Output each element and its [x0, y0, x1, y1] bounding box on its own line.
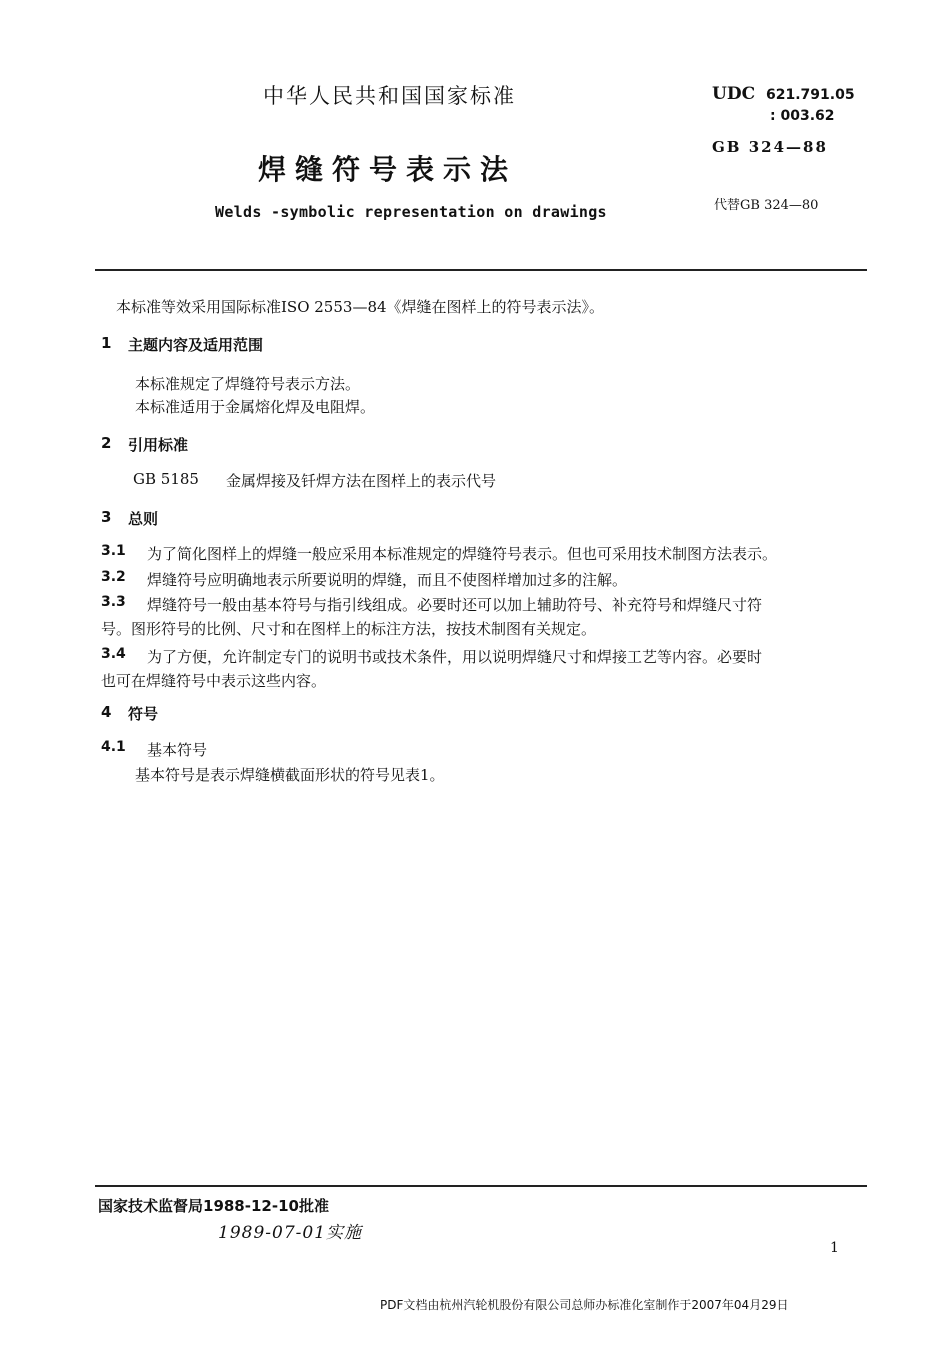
document-title-en: Welds -symbolic representation on drawings — [215, 203, 607, 221]
section-2-number: 2 — [101, 434, 112, 452]
footer-divider — [95, 1185, 867, 1187]
clause-3-4-line-1: 为了方便，允许制定专门的说明书或技术条件，用以说明焊缝尺寸和焊接工艺等内容。必要时 — [147, 648, 763, 666]
clause-3-1-number: 3.1 — [101, 543, 126, 559]
section-4-number: 4 — [101, 703, 112, 721]
standard-organization: 中华人民共和国国家标准 — [263, 84, 516, 108]
gb-standard-number: GB 324—88 — [712, 138, 828, 156]
approval-date: 国家技术监督局1988-12-10批准 — [98, 1197, 329, 1215]
clause-3-4-line-2: 也可在焊缝符号中表示这些内容。 — [101, 672, 327, 690]
section-3-title: 总则 — [128, 510, 159, 528]
clause-3-3-number: 3.3 — [101, 594, 126, 610]
udc-code-secondary: : 003.62 — [770, 108, 835, 124]
section-1-paragraph-1: 本标准规定了焊缝符号表示方法。 — [135, 375, 361, 393]
clause-3-3-line-1: 焊缝符号一般由基本符号与指引线组成。必要时还可以加上辅助符号、补充符号和焊缝尺寸符 — [147, 596, 763, 614]
pdf-production-note: PDF文档由杭州汽轮机股份有限公司总师办标准化室制作于2007年04月29日 — [380, 1298, 789, 1312]
section-4-title: 符号 — [128, 705, 159, 723]
section-1-number: 1 — [101, 334, 112, 352]
section-3-number: 3 — [101, 508, 112, 526]
clause-4-1-title: 基本符号 — [147, 741, 208, 759]
clause-3-2-number: 3.2 — [101, 569, 126, 585]
clause-3-4-number: 3.4 — [101, 646, 126, 662]
reference-standard-code: GB 5185 — [133, 470, 199, 488]
document-title-cn: 焊缝符号表示法 — [258, 153, 518, 186]
udc-label: UDC — [712, 84, 756, 104]
clause-3-3-line-2: 号。图形符号的比例、尺寸和在图样上的标注方法，按技术制图有关规定。 — [101, 620, 597, 638]
implementation-date: 1989-07-01实施 — [218, 1223, 363, 1243]
page-number: 1 — [830, 1240, 839, 1256]
clause-4-1-number: 4.1 — [101, 739, 126, 755]
udc-code-primary: 621.791.05 — [766, 87, 855, 103]
replaces-standard: 代替GB 324—80 — [714, 198, 819, 213]
header-divider — [95, 269, 867, 271]
clause-3-2-text: 焊缝符号应明确地表示所要说明的焊缝，而且不使图样增加过多的注解。 — [147, 571, 628, 589]
clause-3-1-text: 为了简化图样上的焊缝一般应采用本标准规定的焊缝符号表示。但也可采用技术制图方法表示。 — [147, 545, 778, 563]
clause-4-1-text: 基本符号是表示焊缝横截面形状的符号见表1。 — [135, 766, 445, 784]
intro-paragraph: 本标准等效采用国际标准ISO 2553—84《焊缝在图样上的符号表示法》。 — [116, 298, 605, 316]
section-1-paragraph-2: 本标准适用于金属熔化焊及电阻焊。 — [135, 398, 376, 416]
reference-standard-description: 金属焊接及钎焊方法在图样上的表示代号 — [226, 472, 497, 490]
section-2-title: 引用标准 — [128, 436, 189, 454]
section-1-title: 主题内容及适用范围 — [128, 336, 264, 354]
